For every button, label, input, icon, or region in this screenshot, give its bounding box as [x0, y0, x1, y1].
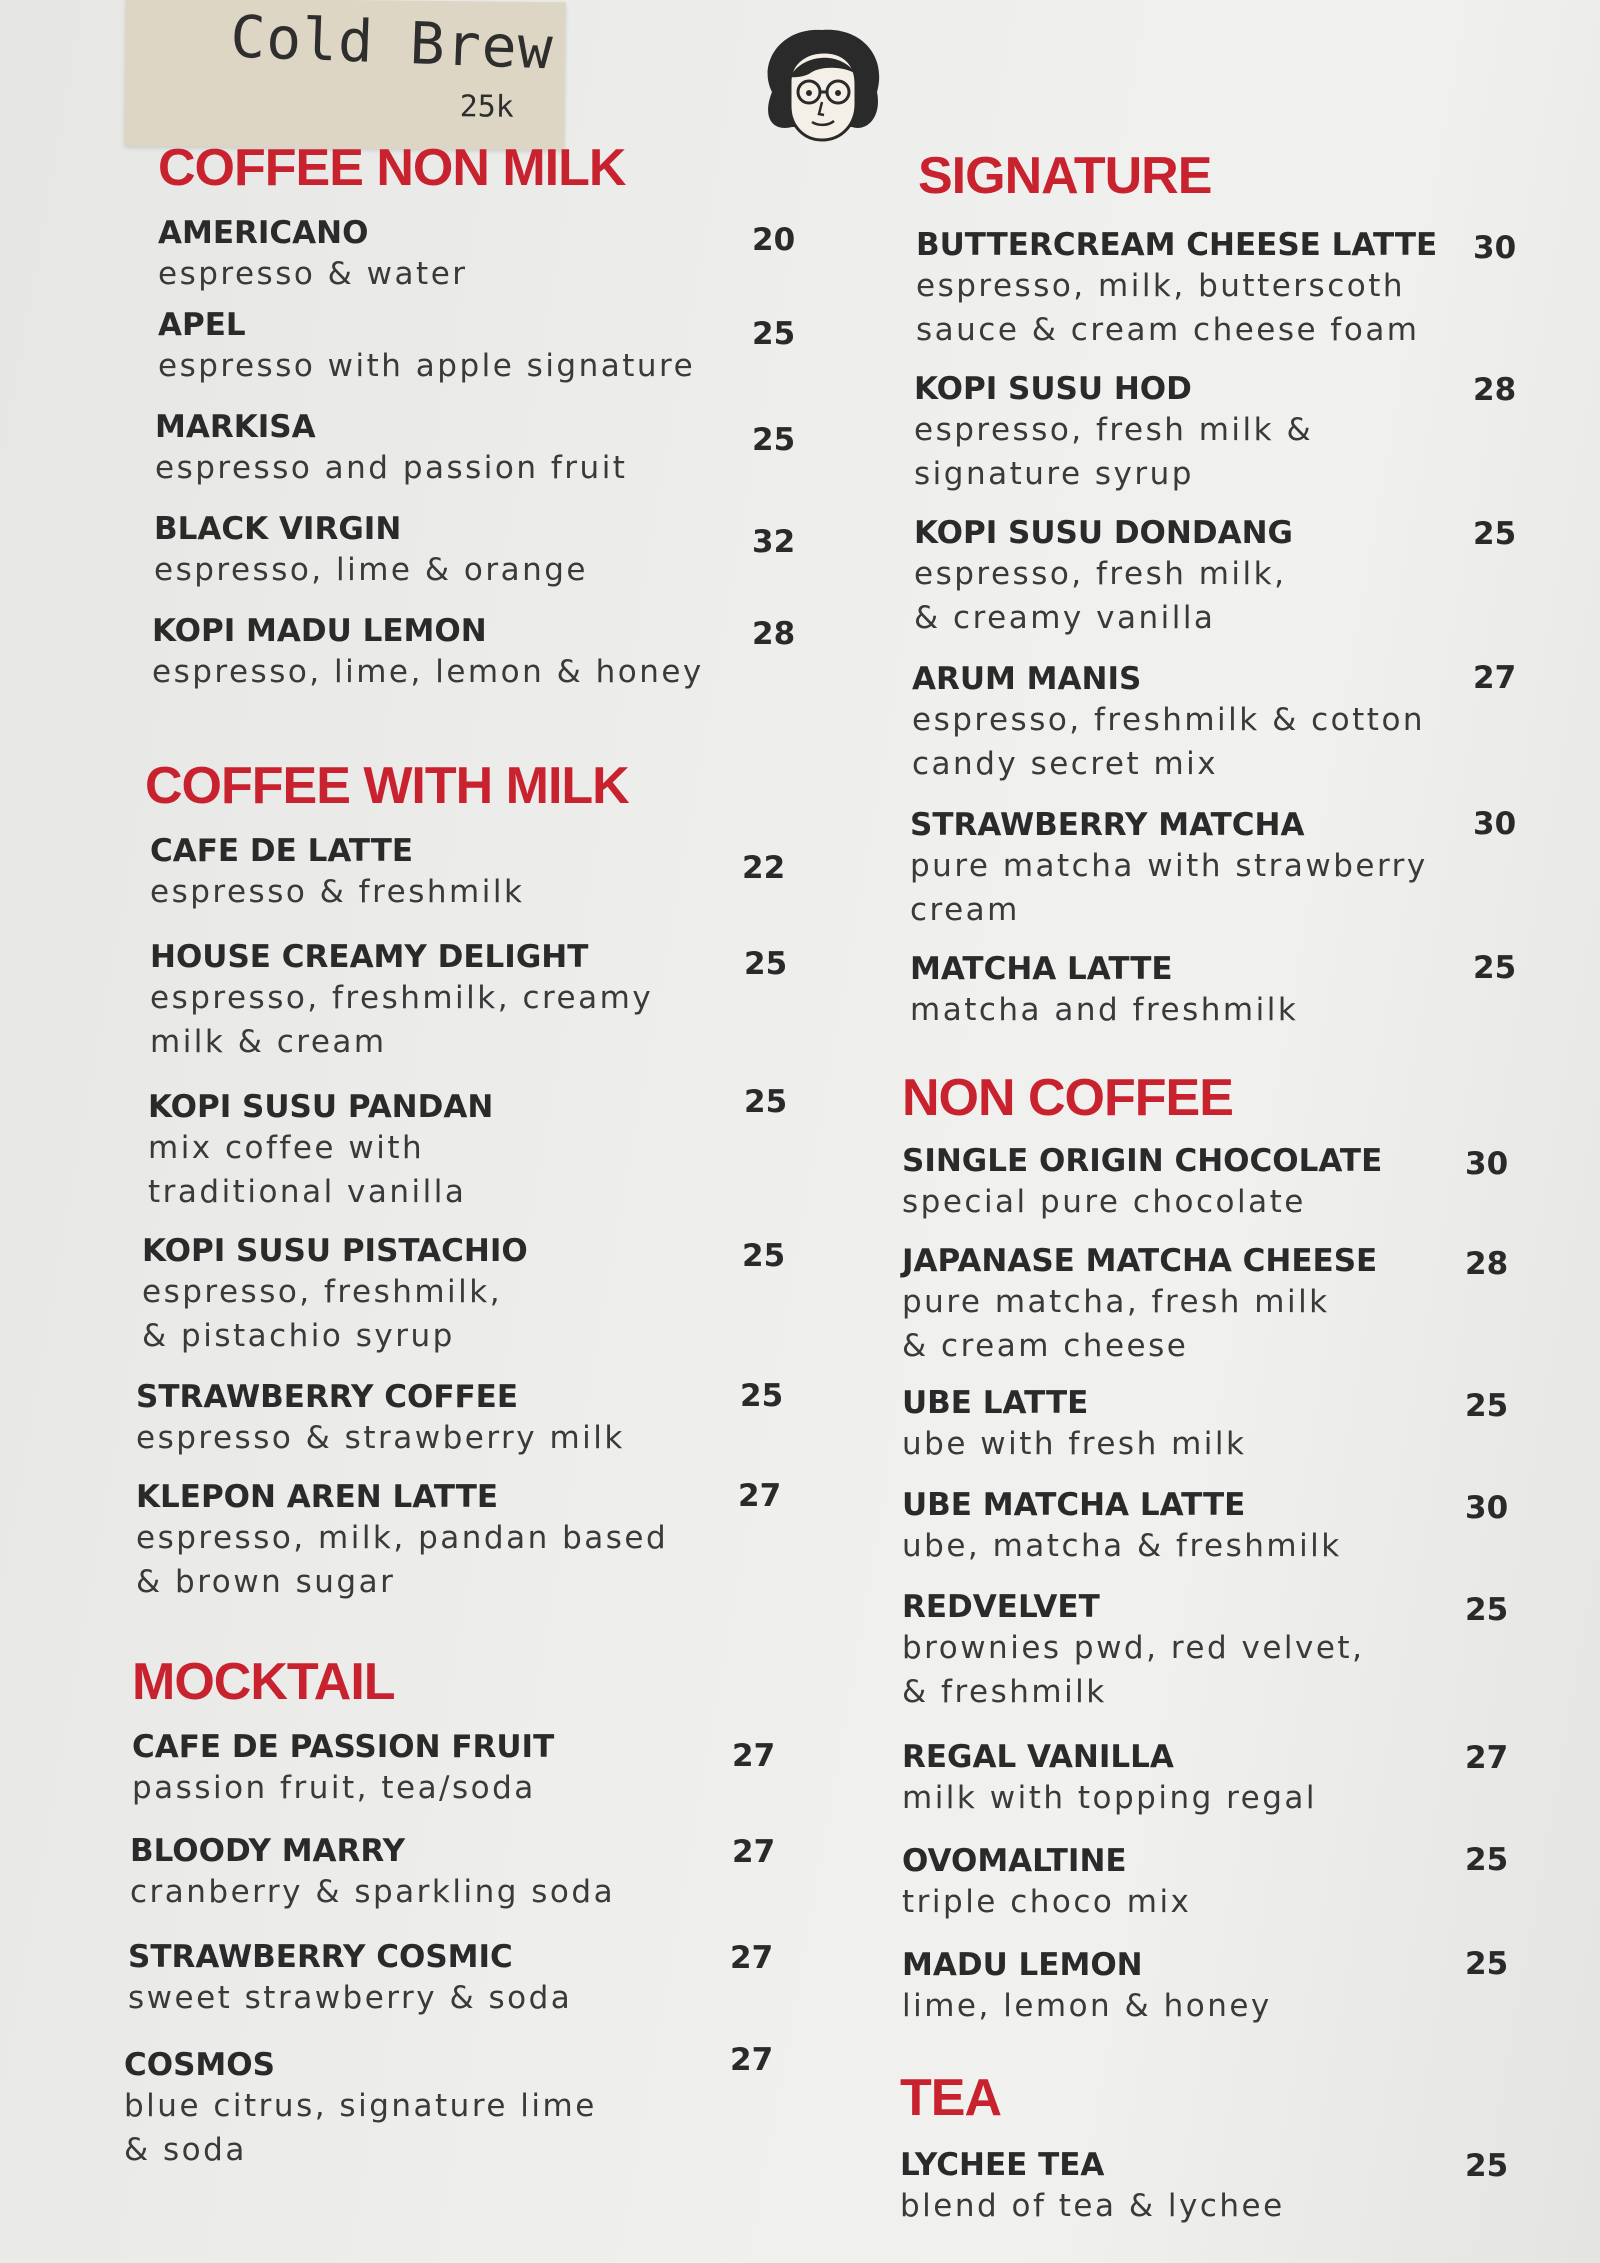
item-price: 25: [1465, 1592, 1509, 1628]
item-name: BLACK VIRGIN: [154, 511, 402, 547]
section-title-coffee-non-milk: COFFEE NON MILK: [158, 139, 626, 197]
item-price: 28: [1473, 372, 1517, 408]
menu-item: [142, 1232, 528, 1358]
item-name: BUTTERCREAM CHEESE LATTE: [916, 227, 1438, 263]
item-name: ARUM MANIS: [912, 661, 1142, 697]
section-title-mocktail: MOCKTAIL: [132, 1653, 395, 1711]
item-price: 25: [744, 946, 788, 982]
item-name: STRAWBERRY MATCHA: [910, 807, 1305, 843]
item-price: 28: [752, 616, 796, 652]
item-price: 25: [740, 1378, 784, 1414]
item-name: STRAWBERRY COSMIC: [128, 1939, 513, 1975]
menu-item: [136, 1478, 668, 1604]
item-desc: blend of tea & lychee: [900, 2188, 1285, 2224]
item-desc: ube with fresh milk: [902, 1426, 1247, 1462]
menu-item: [150, 938, 653, 1064]
item-price: 27: [730, 1940, 774, 1976]
item-price: 25: [1465, 1842, 1509, 1878]
item-name: KOPI SUSU PANDAN: [148, 1089, 494, 1125]
menu-item: [902, 1588, 1364, 1714]
item-price: 25: [1465, 1946, 1509, 1982]
item-desc: signature syrup: [914, 456, 1194, 492]
menu-item: [914, 514, 1293, 640]
item-name: MATCHA LATTE: [910, 951, 1173, 987]
item-price: 30: [1473, 230, 1517, 266]
item-desc: lime, lemon & honey: [902, 1988, 1272, 2024]
item-desc: espresso, lime & orange: [154, 552, 588, 588]
item-name: MARKISA: [155, 409, 316, 445]
menu-item: [136, 1378, 625, 1460]
item-desc: espresso, lime, lemon & honey: [152, 654, 704, 690]
item-name: KOPI SUSU HOD: [914, 371, 1192, 407]
cafe-avatar-logo: [752, 22, 892, 152]
item-desc: espresso & water: [158, 256, 468, 292]
item-desc: & freshmilk: [902, 1674, 1107, 1710]
item-price: 30: [1473, 806, 1517, 842]
item-desc: milk & cream: [150, 1024, 387, 1060]
item-desc: & brown sugar: [136, 1564, 396, 1600]
item-desc: espresso, milk, butterscoth: [916, 268, 1406, 304]
menu-item: [158, 306, 695, 388]
item-desc: espresso, freshmilk, creamy: [150, 980, 654, 1016]
item-name: KOPI SUSU DONDANG: [914, 515, 1293, 551]
item-price: 25: [744, 1084, 788, 1120]
item-name: UBE LATTE: [902, 1385, 1089, 1421]
item-desc: espresso, fresh milk,: [914, 556, 1287, 592]
item-name: KOPI MADU LEMON: [152, 613, 487, 649]
menu-item: [902, 1384, 1246, 1466]
item-desc: espresso, fresh milk &: [914, 412, 1314, 448]
menu-item: [910, 950, 1298, 1032]
item-desc: passion fruit, tea/soda: [132, 1770, 536, 1806]
item-desc: espresso, freshmilk,: [142, 1274, 503, 1310]
item-price: 27: [732, 1834, 776, 1870]
item-desc: espresso, freshmilk & cotton: [912, 702, 1426, 738]
menu-item: [902, 1842, 1191, 1924]
item-desc: blue citrus, signature lime: [124, 2088, 597, 2124]
section-title-coffee-with-milk: COFFEE WITH MILK: [145, 757, 629, 815]
item-name: UBE MATCHA LATTE: [902, 1487, 1246, 1523]
menu-item: [148, 1088, 493, 1214]
item-price: 25: [752, 422, 796, 458]
item-desc: brownies pwd, red velvet,: [902, 1630, 1365, 1666]
item-desc: matcha and freshmilk: [910, 992, 1299, 1028]
item-price: 32: [752, 524, 796, 560]
item-desc: pure matcha, fresh milk: [902, 1284, 1330, 1320]
item-desc: sweet strawberry & soda: [128, 1980, 573, 2016]
section-title-non-coffee: NON COFFEE: [902, 1069, 1233, 1127]
item-desc: espresso & strawberry milk: [136, 1420, 625, 1456]
section-title-signature: SIGNATURE: [918, 147, 1212, 205]
item-desc: & cream cheese: [902, 1328, 1189, 1364]
cold-brew-note: [124, 0, 566, 150]
item-name: AMERICANO: [158, 215, 369, 251]
menu-item: [154, 510, 588, 592]
item-desc: ube, matcha & freshmilk: [902, 1528, 1342, 1564]
menu-item: [900, 2146, 1285, 2228]
item-name: APEL: [158, 307, 246, 343]
menu-item: [914, 370, 1313, 496]
item-name: KLEPON AREN LATTE: [136, 1479, 499, 1515]
item-name: JAPANASE MATCHA CHEESE: [902, 1243, 1378, 1279]
item-desc: triple choco mix: [902, 1884, 1192, 1920]
item-name: BLOODY MARRY: [130, 1833, 406, 1869]
menu-item: [128, 1938, 572, 2020]
item-desc: sauce & cream cheese foam: [916, 312, 1420, 348]
menu-item: [155, 408, 627, 490]
item-price: 22: [742, 850, 786, 886]
item-desc: espresso, milk, pandan based: [136, 1520, 669, 1556]
note-title: Cold Brew: [229, 2, 555, 83]
item-desc: cream: [910, 892, 1020, 928]
menu-item: [916, 226, 1437, 352]
item-price: 27: [738, 1478, 782, 1514]
menu-item: [152, 612, 704, 694]
menu-item: [130, 1832, 615, 1914]
item-name: HOUSE CREAMY DELIGHT: [150, 939, 589, 975]
item-price: 25: [1465, 2148, 1509, 2184]
item-price: 20: [752, 222, 796, 258]
item-price: 28: [1465, 1246, 1509, 1282]
item-desc: espresso and passion fruit: [155, 450, 628, 486]
item-desc: & creamy vanilla: [914, 600, 1216, 636]
item-name: CAFE DE LATTE: [150, 833, 414, 869]
item-name: CAFE DE PASSION FRUIT: [132, 1729, 555, 1765]
item-price: 25: [1473, 516, 1517, 552]
item-desc: milk with topping regal: [902, 1780, 1318, 1816]
menu-item: [912, 660, 1425, 786]
item-desc: espresso & freshmilk: [150, 874, 525, 910]
item-desc: & soda: [124, 2132, 247, 2168]
menu-item: [158, 214, 468, 296]
section-title-tea: TEA: [900, 2069, 1001, 2127]
item-desc: espresso with apple signature: [158, 348, 696, 384]
item-desc: mix coffee with: [148, 1130, 425, 1166]
item-price: 27: [1465, 1740, 1509, 1776]
menu-item: [902, 1946, 1272, 2028]
menu-item: [132, 1728, 554, 1810]
item-name: SINGLE ORIGIN CHOCOLATE: [902, 1143, 1383, 1179]
item-desc: & pistachio syrup: [142, 1318, 455, 1354]
menu-item: [124, 2046, 597, 2172]
item-name: OVOMALTINE: [902, 1843, 1127, 1879]
menu-item: [902, 1242, 1377, 1368]
item-price: 30: [1465, 1490, 1509, 1526]
note-price: 25k: [459, 89, 515, 125]
item-name: MADU LEMON: [902, 1947, 1143, 1983]
item-price: 27: [732, 1738, 776, 1774]
item-desc: pure matcha with strawberry: [910, 848, 1428, 884]
item-name: COSMOS: [124, 2047, 275, 2083]
item-name: STRAWBERRY COFFEE: [136, 1379, 519, 1415]
item-price: 25: [1473, 950, 1517, 986]
item-desc: cranberry & sparkling soda: [130, 1874, 616, 1910]
item-name: REGAL VANILLA: [902, 1739, 1174, 1775]
menu-item: [902, 1142, 1382, 1224]
item-price: 25: [752, 316, 796, 352]
item-price: 25: [1465, 1388, 1509, 1424]
item-name: KOPI SUSU PISTACHIO: [142, 1233, 528, 1269]
item-price: 27: [730, 2042, 774, 2078]
item-price: 30: [1465, 1146, 1509, 1182]
item-price: 27: [1473, 660, 1517, 696]
item-name: REDVELVET: [902, 1589, 1100, 1625]
item-desc: traditional vanilla: [148, 1174, 467, 1210]
menu-item: [902, 1738, 1317, 1820]
menu-item: [902, 1486, 1342, 1568]
menu-item: [150, 832, 524, 914]
item-name: LYCHEE TEA: [900, 2147, 1105, 2183]
menu-item: [910, 806, 1428, 932]
item-price: 25: [742, 1238, 786, 1274]
item-desc: candy secret mix: [912, 746, 1219, 782]
item-desc: special pure chocolate: [902, 1184, 1306, 1220]
